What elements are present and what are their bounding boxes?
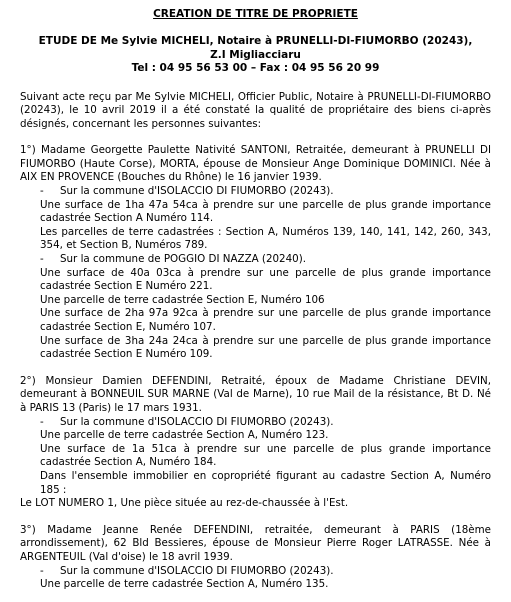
bullet-dash: -	[40, 253, 44, 266]
owner-2-copropriete: Dans l'ensemble immobilier en copropriété figurant au cadastre Section A, Numéro 185 :	[40, 469, 491, 496]
notary-office-line: ETUDE DE Me Sylvie MICHELI, Notaire à PRUNELLI-DI-FIUMORBO (20243),	[38, 35, 473, 47]
owner-1-parcel-1: Une surface de 1ha 47a 54ca à prendre sur une parcelle de plus grande importance cadastrée Section A Numéro 114.	[40, 198, 491, 225]
owner-1-parcel-5: Une surface de 2ha 97a 92ca à prendre sur une parcelle de plus grande importance cadastrée Section E, Numéro 107.	[40, 307, 491, 333]
owner-3-parcel-1: Une parcelle de terre cadastrée Section A, Numéro 135.	[40, 578, 329, 591]
owner-2-parcel-1: Une parcelle de terre cadastrée Section A, Numéro 123.	[40, 429, 329, 442]
owner-section-3	[20, 524, 491, 592]
owner-1-parcel-2: Les parcelles de terre cadastrées : Section A, Numéros 139, 140, 141, 142, 260, 343, 354, et Section B, Numéros 789.	[40, 225, 491, 252]
owner-1-parcel-3: Une surface de 40a 03ca à prendre sur une parcelle de plus grande importance cadastrée Section E Numéro 221.	[40, 266, 491, 293]
notary-address-line: Z.I Migliacciaru	[210, 48, 301, 61]
intro-paragraph: Suivant acte reçu par Me Sylvie MICHELI, Officier Public, Notaire à PRUNELLI-DI-FIUMORBO (20243), le 10 avril 2019 il a été constaté la qualité de propriétaire des biens ci-après désignés, concernant les personnes suivantes:	[20, 90, 491, 130]
bullet-dash: -	[40, 415, 44, 428]
commune-label: Sur la commune d'ISOLACCIO DI FIUMORBO (20243).	[60, 185, 334, 198]
bullet-dash: -	[40, 185, 44, 198]
document-title: CREATION DE TITRE DE PROPRIETE	[153, 8, 358, 20]
owner-1-commune-isolaccio	[20, 185, 491, 199]
commune-label: Sur la commune de POGGIO DI NAZZA (20240).	[60, 253, 306, 266]
owner-3-commune-isolaccio	[20, 565, 491, 579]
owner-2-description: 2°) Monsieur Damien DEFENDINI, Retraité, époux de Madame Christiane DEVIN, demeurant à BONNEUIL SUR MARNE (Val de Marne), 10 rue Mail de la résistance, Bt D. Né à PARIS 13 (Paris) le 17 mars 1931.	[20, 374, 491, 414]
bullet-dash: -	[40, 564, 44, 577]
owner-2-commune-isolaccio	[20, 416, 491, 430]
owner-section-1	[20, 144, 491, 362]
commune-label: Sur la commune d'ISOLACCIO DI FIUMORBO (20243).	[60, 564, 334, 577]
owner-section-2	[20, 375, 491, 511]
owner-1-parcel-6: Une surface de 3ha 24a 24ca à prendre sur une parcelle de plus grande importance cadastrée Section E Numéro 109.	[40, 334, 491, 361]
owner-1-commune-poggio	[20, 253, 491, 267]
commune-label: Sur la commune d'ISOLACCIO DI FIUMORBO (20243).	[60, 415, 334, 428]
owner-2-lot: Le LOT NUMERO 1, Une pièce située au rez-de-chaussée à l'Est.	[20, 497, 349, 510]
owner-2-parcel-2: Une surface de 1a 51ca à prendre sur une parcelle de plus grande importance cadastrée Section A, Numéro 184.	[40, 442, 491, 469]
notary-header	[20, 35, 491, 76]
notary-phone-line: Tel : 04 95 56 53 00 – Fax : 04 95 56 20 99	[131, 62, 380, 74]
owner-3-description: 3°) Madame Jeanne Renée DEFENDINI, retraitée, demeurant à PARIS (18ème arrondissement), 62 Bld Bessieres, épouse de Monsieur Pierre Roger LATRASSE. Née à ARGENTEUIL (Val d'oise) le 18 avril 1939.	[20, 523, 491, 563]
owner-1-parcel-4: Une parcelle de terre cadastrée Section E, Numéro 106	[40, 293, 325, 306]
owner-1-description: 1°) Madame Georgette Paulette Nativité SANTONI, Retraitée, demeurant à PRUNELLI DI FIUMORBO (Haute Corse), MORTA, épouse de Monsieur Ange Dominique DOMINICI. Née à AIX EN PROVENCE (Bouches du Rhône) le 16 janvier 1939.	[20, 144, 491, 184]
